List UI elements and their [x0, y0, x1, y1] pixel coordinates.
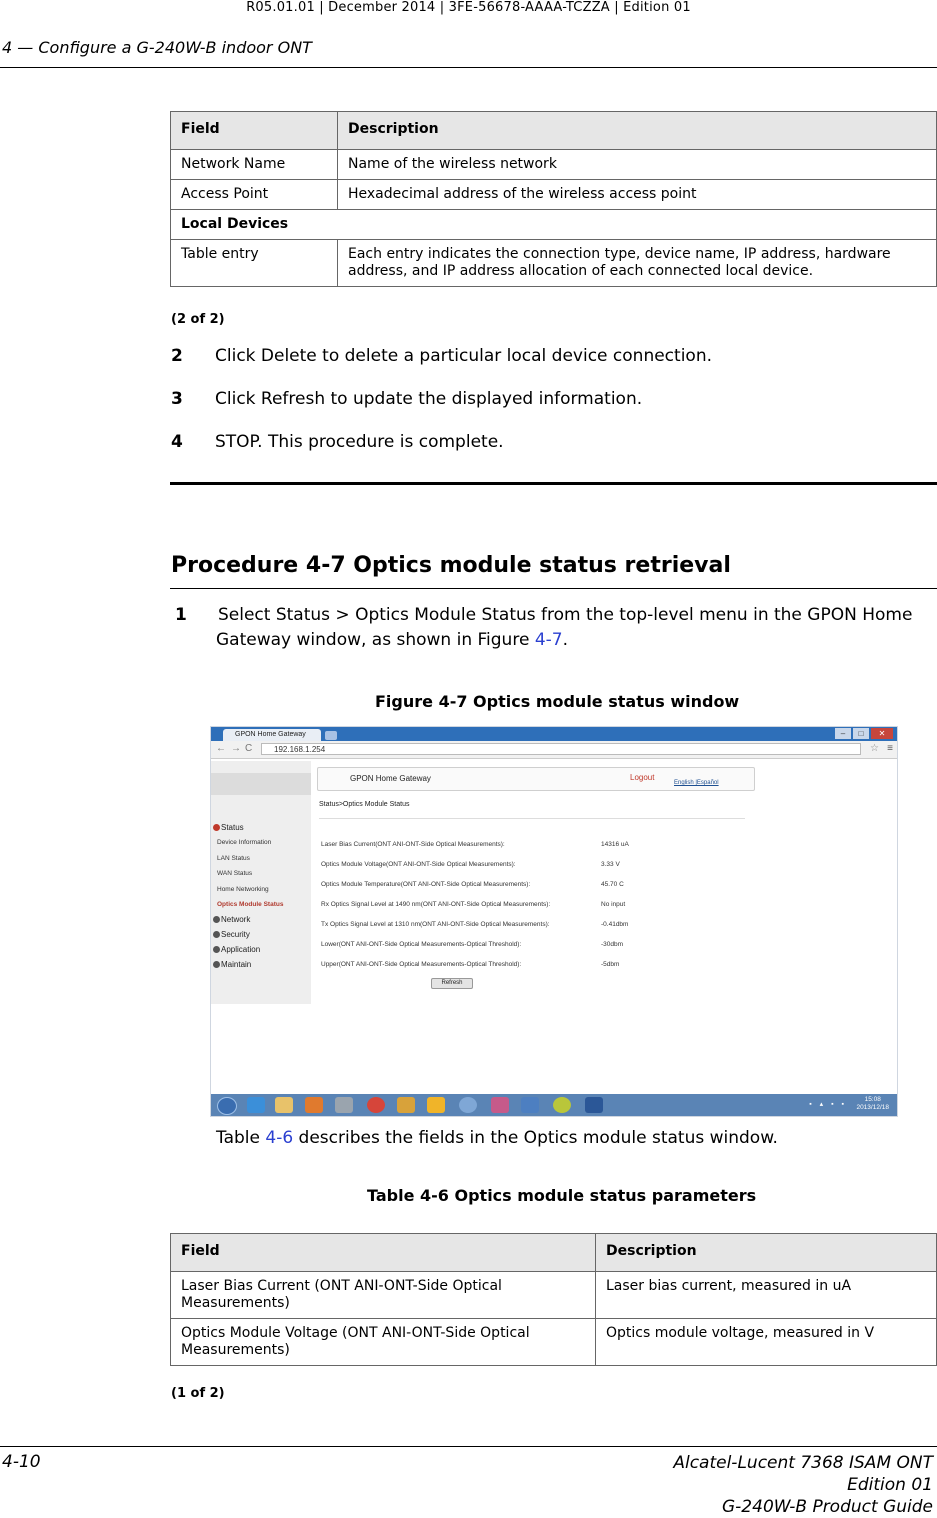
- table-row: [171, 240, 937, 287]
- status-label: Optics Module Temperature(ONT ANI-ONT-Side Optical Measurements):: [321, 881, 531, 888]
- local-devices-table: [170, 111, 937, 287]
- browser-tab-bar: [211, 727, 897, 741]
- gateway-sidebar: [211, 761, 311, 1004]
- file-explorer-icon[interactable]: [275, 1097, 293, 1113]
- sidebar-item-lan-status[interactable]: LAN Status: [217, 855, 250, 862]
- procedure-end-rule: [170, 482, 937, 485]
- sidebar-group-status[interactable]: Status: [213, 823, 244, 832]
- sidebar-item-home-networking[interactable]: Home Networking: [217, 886, 269, 893]
- bookmark-star-icon[interactable]: ☆: [870, 743, 879, 754]
- bullet-icon: [213, 946, 220, 953]
- chapter-title: 4 — Configure a G-240W-B indoor ONT: [2, 38, 312, 57]
- sidebar-group-network[interactable]: Network: [213, 915, 250, 924]
- reload-icon[interactable]: C: [245, 743, 253, 754]
- minimize-icon[interactable]: –: [835, 728, 851, 739]
- table-page-note: (2 of 2): [171, 312, 225, 327]
- outlook-icon[interactable]: [427, 1097, 445, 1113]
- page-number: 4-10: [2, 1452, 41, 1472]
- table-row: [171, 1272, 937, 1319]
- app-icon[interactable]: [491, 1097, 509, 1113]
- status-value: -30dbm: [601, 941, 624, 948]
- cell-field: Network Name: [171, 150, 338, 180]
- start-button-icon[interactable]: [217, 1097, 237, 1115]
- step-number: 2: [171, 346, 183, 366]
- step-text-continued: Gateway window, as shown in Figure 4-7.: [216, 630, 568, 650]
- col-header-field: Field: [171, 112, 338, 150]
- close-icon[interactable]: ✕: [871, 728, 893, 739]
- step-text: Click Delete to delete a particular local device connection.: [215, 346, 712, 366]
- status-value: 3.33 V: [601, 861, 620, 868]
- table-page-note: (1 of 2): [171, 1386, 225, 1401]
- word-icon[interactable]: [585, 1097, 603, 1113]
- status-value: 45.70 C: [601, 881, 624, 888]
- procedure-title-rule: [170, 588, 937, 589]
- bullet-icon: [213, 961, 220, 968]
- app-icon[interactable]: [397, 1097, 415, 1113]
- refresh-button[interactable]: Refresh: [431, 978, 473, 989]
- internet-explorer-icon[interactable]: [247, 1097, 265, 1113]
- col-header-description: Description: [338, 112, 937, 150]
- chrome-icon[interactable]: [367, 1097, 385, 1113]
- table-caption: Table 4-6 Optics module status parameters: [367, 1186, 757, 1205]
- table-row: [171, 150, 937, 180]
- logout-link[interactable]: Logout: [630, 773, 655, 782]
- status-label: Laser Bias Current(ONT ANI-ONT-Side Optical Measurements):: [321, 841, 505, 848]
- cell-field: Access Point: [171, 180, 338, 210]
- step-text: Click Refresh to update the displayed information.: [215, 389, 643, 409]
- figure-caption: Figure 4-7 Optics module status window: [375, 692, 740, 711]
- status-label: Tx Optics Signal Level at 1310 nm(ONT ANI-ONT-Side Optical Measurements):: [321, 921, 550, 928]
- status-value: No input: [601, 901, 626, 908]
- app-icon[interactable]: [521, 1097, 539, 1113]
- status-label: Rx Optics Signal Level at 1490 nm(ONT ANI-ONT-Side Optical Measurements):: [321, 901, 551, 908]
- procedure-title: Procedure 4-7 Optics module status retrieval: [171, 553, 731, 578]
- new-tab-button[interactable]: [325, 731, 337, 740]
- system-tray-icons: ▪ ▴ ▪ ▪: [809, 1101, 847, 1108]
- sidebar-header: [211, 773, 311, 795]
- gateway-header: [317, 767, 755, 791]
- window-controls: [835, 728, 893, 739]
- windows-taskbar: [211, 1094, 897, 1116]
- step-number: 4: [171, 432, 183, 452]
- header-rule: [0, 67, 937, 68]
- status-label: Optics Module Voltage(ONT ANI-ONT-Side Optical Measurements):: [321, 861, 516, 868]
- app-icon[interactable]: [335, 1097, 353, 1113]
- url-input[interactable]: 192.168.1.254: [261, 743, 861, 755]
- document-reference: R05.01.01 | December 2014 | 3FE-56678-AAAA-TCZZA | Edition 01: [246, 0, 691, 15]
- sidebar-item-wan-status[interactable]: WAN Status: [217, 870, 253, 877]
- cell-description: Laser bias current, measured in uA: [596, 1272, 937, 1319]
- taskbar-clock: 15:08 2013/12/18: [856, 1096, 889, 1111]
- language-switch[interactable]: English |Español: [674, 780, 719, 786]
- footer-rule: [0, 1446, 937, 1447]
- table-reference-text: Table 4-6 describes the fields in the Optics module status window.: [216, 1128, 778, 1148]
- sidebar-group-security[interactable]: Security: [213, 930, 250, 939]
- col-header-field: Field: [171, 1234, 596, 1272]
- back-arrow-icon[interactable]: ←: [216, 743, 226, 754]
- figure-link[interactable]: 4-7: [534, 630, 563, 650]
- bullet-icon: [213, 916, 220, 923]
- footer-product-info: Alcatel-Lucent 7368 ISAM ONT Edition 01 G-240W-B Product Guide: [673, 1453, 933, 1517]
- table-row: [171, 180, 937, 210]
- cell-description: Optics module voltage, measured in V: [596, 1319, 937, 1366]
- cell-description: Hexadecimal address of the wireless access point: [338, 180, 937, 210]
- browser-tab[interactable]: GPON Home Gateway: [223, 729, 321, 741]
- status-label: Lower(ONT ANI-ONT-Side Optical Measurements-Optical Threshold):: [321, 941, 522, 948]
- section-label: Local Devices: [171, 210, 937, 240]
- bullet-icon: [213, 931, 220, 938]
- status-label: Upper(ONT ANI-ONT-Side Optical Measurements-Optical Threshold):: [321, 961, 522, 968]
- step-number: 3: [171, 389, 183, 409]
- status-value: 14316 uA: [601, 841, 629, 848]
- status-bullet-icon: [213, 824, 220, 831]
- table-row: [171, 1319, 937, 1366]
- gateway-title: GPON Home Gateway: [350, 774, 431, 783]
- sidebar-item-optics-module-status[interactable]: Optics Module Status: [217, 901, 284, 908]
- cell-description: Each entry indicates the connection type, device name, IP address, hardware address, and IP address allocation of each connected local device.: [338, 240, 937, 287]
- forward-arrow-icon[interactable]: →: [231, 743, 241, 754]
- sidebar-item-device-information[interactable]: Device Information: [217, 839, 272, 846]
- app-icon[interactable]: [459, 1097, 477, 1113]
- breadcrumb: Status>Optics Module Status: [319, 801, 410, 808]
- browser-address-bar: [211, 741, 897, 759]
- status-value: -5dbm: [601, 961, 620, 968]
- col-header-description: Description: [596, 1234, 937, 1272]
- step-text: STOP. This procedure is complete.: [215, 432, 504, 452]
- maximize-icon[interactable]: □: [853, 728, 869, 739]
- step-text: Select Status > Optics Module Status from the top-level menu in the GPON Home: [218, 605, 913, 625]
- step-number: 1: [175, 605, 187, 625]
- status-value: -0.41dbm: [601, 921, 629, 928]
- cell-description: Name of the wireless network: [338, 150, 937, 180]
- cell-field: Table entry: [171, 240, 338, 287]
- table-link[interactable]: 4-6: [265, 1128, 294, 1148]
- optics-module-status-screenshot: [210, 726, 898, 1117]
- firefox-icon[interactable]: [305, 1097, 323, 1113]
- sidebar-group-application[interactable]: Application: [213, 945, 260, 954]
- divider: [319, 818, 745, 819]
- cell-field: Optics Module Voltage (ONT ANI-ONT-Side Optical Measurements): [171, 1319, 596, 1366]
- table-section-row: [171, 210, 937, 240]
- optics-parameters-table: [170, 1233, 937, 1366]
- app-icon[interactable]: [553, 1097, 571, 1113]
- cell-field: Laser Bias Current (ONT ANI-ONT-Side Optical Measurements): [171, 1272, 596, 1319]
- sidebar-group-maintain[interactable]: Maintain: [213, 960, 251, 969]
- menu-icon[interactable]: ≡: [887, 743, 893, 754]
